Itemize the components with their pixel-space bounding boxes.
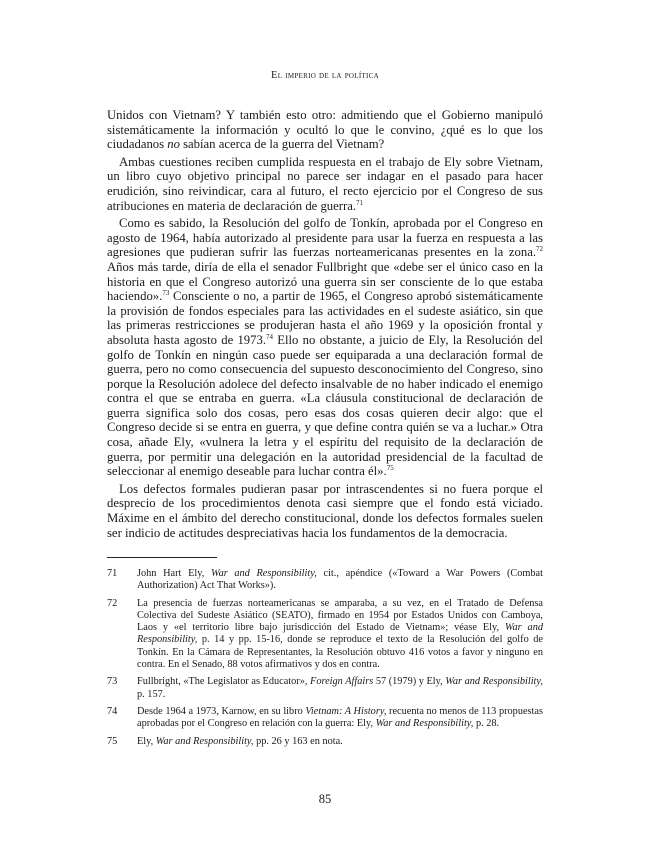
footnote-separator	[107, 557, 217, 558]
footnote-text	[137, 706, 543, 731]
footnotes	[107, 568, 543, 753]
footnote-text	[137, 598, 543, 672]
footnote	[107, 676, 543, 701]
text-run: John Hart Ely,	[137, 568, 211, 579]
text-run: La presencia de fuerzas norteamericanas se amparaba, a su vez, en el Tratado de Defensa Colectiva del Sudeste Asiático (SEATO), firmado en 1954 por Estados Unidos con Camboya, Laos y «el territorio libre bajo jurisdicción del Estado de Vietnam»; véase Ely,	[137, 597, 543, 634]
text-run: 57 (1979) y Ely,	[373, 676, 446, 688]
footnote-number: 73	[107, 676, 118, 688]
main-text	[107, 108, 543, 543]
footnote-ref: 75	[386, 464, 394, 473]
text-run: sabían acerca de la guerra del Vietnam?	[179, 137, 385, 152]
footnote-text	[137, 676, 543, 701]
italic-text: no	[167, 137, 180, 152]
text-run: Fullbright, «The Legislator as Educator»,	[137, 676, 311, 688]
text-run: cit., apéndice («Toward a War Powers (Combat Authorization) Act That Works»).	[137, 568, 543, 592]
paragraph	[107, 482, 543, 540]
footnote-text	[137, 568, 543, 593]
running-head: El imperio de la política	[270, 70, 380, 81]
footnote-number: 74	[107, 705, 118, 717]
italic-text: War and Responsibility,	[137, 622, 543, 646]
footnote	[107, 598, 543, 672]
italic-text: Foreign Affairs	[310, 676, 374, 688]
footnote	[107, 706, 543, 731]
text-run: p. 14 y pp. 15-16, donde se reproduce el texto de la Resolución del golfo de Tonkín. En la Cámara de Representantes, la Resolución obtuvo 416 votos a favor y ninguno en contra. En el Senado, 88 votos afirmativos y dos en contra.	[137, 634, 543, 671]
footnote	[107, 568, 543, 593]
footnote-ref: 71	[356, 198, 364, 207]
footnote-ref: 72	[536, 245, 543, 254]
paragraph	[107, 155, 543, 213]
text-run: Como es sabido, la Resolución del golfo de Tonkín, aprobada por el Congreso en agosto de 1964, había autorizado al presidente para usar la fuerza en respuesta a las agresiones que pudieran sufrir las fuerzas norteamericanas presentes en la zona.	[107, 216, 543, 260]
italic-text: Vietnam: A History,	[305, 705, 387, 717]
italic-text: War and Responsibility,	[445, 676, 543, 688]
text-run: p. 28.	[473, 718, 500, 730]
italic-text: War and Responsibility,	[155, 735, 254, 747]
page-number: 85	[318, 792, 332, 806]
text-run: pp. 26 y 163 en nota.	[253, 735, 343, 747]
text-run: Años más tarde, diría de ella el senador Fullbright que «debe ser el único caso en la historia en que el Congreso autorizó una guerra sin ser consciente de lo que estaba haciendo».	[107, 259, 543, 304]
footnote-ref: 74	[266, 332, 273, 341]
text-run: Unidos con Vietnam? Y también esto otro: admitiendo que el Gobierno manipuló sistemáticamente la información y ocultó lo que le convino, ¿qué es lo que los ciudadanos	[107, 108, 543, 152]
footnote-ref: 73	[162, 289, 170, 298]
text-run: Los defectos formales pudieran pasar por intrascendentes si no fuera porque el desprecio de los procedimientos denota casi siempre que el fondo está viciado. Máxime en el ámbito del derecho constitucional, donde los defectos formales suelen ser indicio de actitudes despreciativas hacia los fundamentos de la democracia.	[107, 481, 543, 540]
text-run: Consciente o no, a partir de 1965, el Congreso aprobó sistemáticamente la provisión de fondos especiales para las actividades en el sudeste asiático, sin que las primeras restricciones se produjeran hasta el año 1969 y la oposición frontal y absoluta hasta agosto de 1973.	[107, 289, 543, 347]
footnote-number: 75	[107, 735, 118, 747]
text-run: recuenta no menos de 113 propuestas aprobadas por el Congreso en relación con la guerra: Ely,	[137, 705, 543, 730]
footnote-text	[137, 736, 543, 748]
text-run: Desde 1964 a 1973, Karnow, en su libro	[137, 705, 306, 717]
text-run: p. 157.	[137, 688, 166, 700]
footnote-number: 71	[107, 568, 118, 579]
paragraph	[107, 108, 543, 152]
text-run: Ello no obstante, a juicio de Ely, la Resolución del golfo de Tonkín en ningún caso puede ser equiparada a una declaración formal de guerra, pero no como consecuencia del supuesto desconocimiento del Congreso, sino porque la Resolución adolece del defecto insalvable de no haber indicado el enemigo contra el que se entraba en guerra. «La cláusula constitucional de declaración de guerra significa solo dos cosas, pero esas dos cosas quieren decir algo: que el Congreso decide si se entra en guerra, y que define contra quién se va a luchar.» Otra cosa, añade Ely, «vulnera la letra y el espíritu del requisito de la declaración de guerra, por permitir una delegación en la autoridad presidencial de la facultad de seleccionar al enemigo deseable para luchar contra él».	[107, 332, 543, 479]
footnote-number: 72	[107, 597, 118, 609]
text-run: Ely,	[137, 735, 156, 747]
italic-text: War and Responsibility,	[210, 568, 317, 579]
footnote	[107, 736, 543, 748]
paragraph	[107, 216, 543, 479]
text-run: Ambas cuestiones reciben cumplida respuesta en el trabajo de Ely sobre Vietnam, un libro cuyo objetivo principal no parece ser indagar en el pasado para hacer erudición, sino reivindicar, cara al futuro, el recto ejercicio por el Congreso de sus atribuciones en materia de declaración de guerra.	[107, 154, 543, 213]
italic-text: War and Responsibility,	[375, 718, 474, 730]
